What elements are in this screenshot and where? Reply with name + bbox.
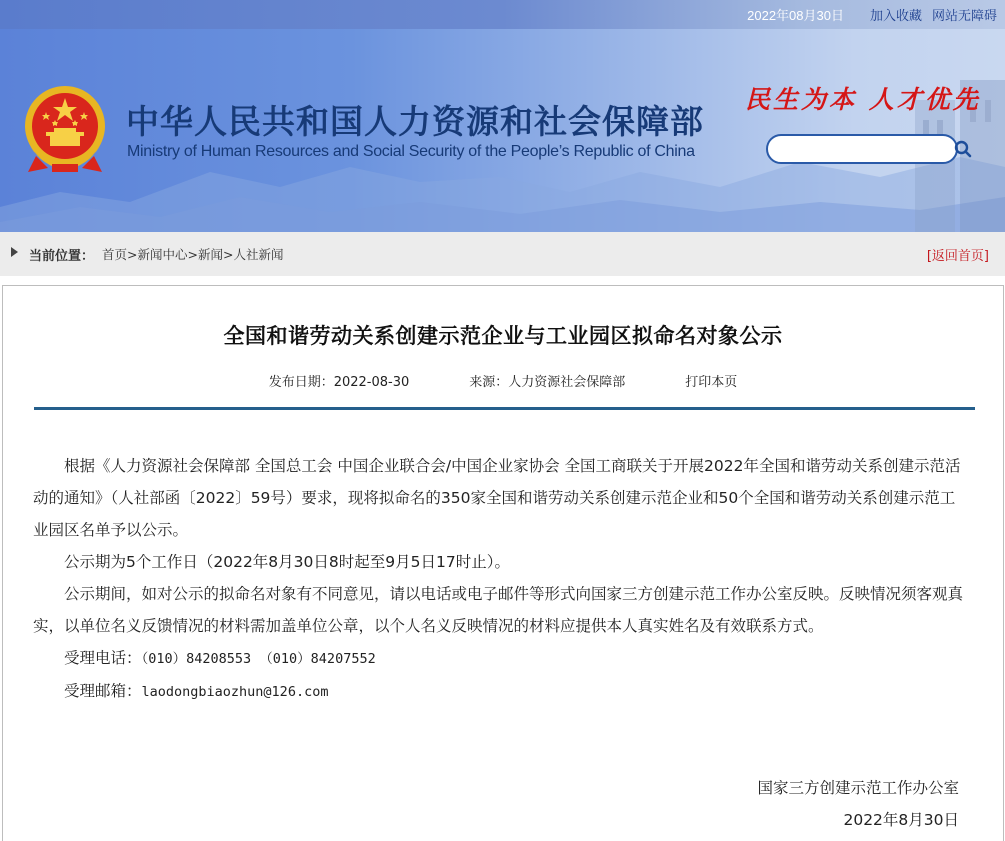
search-icon	[954, 140, 972, 158]
phone-label: 受理电话：	[64, 649, 142, 667]
national-emblem-icon	[22, 84, 108, 176]
breadcrumb	[0, 232, 1005, 276]
breadcrumb-item-news[interactable]: 新闻	[198, 247, 224, 262]
paragraph: 公示期为5个工作日（2022年8月30日8时起至9月5日17时止）。	[64, 553, 510, 571]
accessibility-link[interactable]: 网站无障碍	[931, 8, 997, 23]
email-value: laodongbiaozhun@126.com	[141, 684, 329, 700]
article-source: 来源：人力资源社会保障部	[469, 375, 626, 390]
email-label: 受理邮箱：	[64, 682, 142, 700]
top-utility-bar	[0, 0, 1005, 29]
current-date: 2022年08月30日	[747, 8, 844, 23]
ministry-title-chinese: 中华人民共和国人力资源和社会保障部	[126, 102, 704, 141]
triangle-right-icon	[11, 247, 18, 257]
publish-date: 发布日期：2022-08-30	[268, 375, 410, 390]
breadcrumb-item-news-center[interactable]: 新闻中心	[137, 247, 188, 262]
breadcrumb-path	[102, 245, 284, 263]
article-title: 全国和谐劳动关系创建示范企业与工业园区拟命名对象公示	[223, 324, 783, 348]
return-home-link[interactable]: [返回首页]	[926, 248, 989, 264]
breadcrumb-separator: >	[187, 247, 199, 262]
search-box	[766, 134, 958, 164]
site-header-banner	[0, 0, 1005, 232]
slogan: 民生为本 人才优先	[745, 85, 981, 114]
mountain-background	[0, 152, 1005, 232]
contact-email	[33, 675, 968, 708]
search-input[interactable]	[778, 137, 954, 161]
search-button[interactable]	[954, 136, 972, 162]
article-body	[33, 450, 968, 708]
phone-value: （010）84208553 （010）84207552	[141, 651, 376, 667]
print-page-link[interactable]: 打印本页	[685, 375, 738, 390]
ministry-title-english: Ministry of Human Resources and Social Security of the People’s Republic of China	[127, 143, 695, 160]
article-meta	[3, 371, 1003, 390]
breadcrumb-separator: >	[223, 247, 234, 262]
signature-office: 国家三方创建示范工作办公室	[757, 779, 959, 797]
add-to-favorites-link[interactable]: 加入收藏	[869, 8, 922, 23]
contact-phone	[33, 642, 968, 675]
breadcrumb-label: 当前位置：	[29, 248, 95, 264]
breadcrumb-separator: >	[127, 247, 138, 262]
paragraph: 公示期间，如对公示的拟命名对象有不同意见，请以电话或电子邮件等形式向国家三方创建示范工作办公室反映。反映情况须客观真实，以单位名义反馈情况的材料需加盖单位公章，以个人名义反映情况的材料应提供本人真实姓名及有效联系方式。	[33, 585, 964, 635]
article-signature	[757, 772, 959, 836]
breadcrumb-item-hrss-news[interactable]: 人社新闻	[233, 247, 284, 262]
breadcrumb-item-home[interactable]: 首页	[102, 247, 128, 262]
title-divider	[34, 407, 975, 410]
article-container	[2, 285, 1004, 841]
signature-date: 2022年8月30日	[843, 811, 959, 829]
paragraph: 根据《人力资源社会保障部 全国总工会 中国企业联合会/中国企业家协会 全国工商联关于开展2022年全国和谐劳动关系创建示范活动的通知》（人社部函〔2022〕59号）要求，现将拟命名的350家全国和谐劳动关系创建示范企业和50个全国和谐劳动关系创建示范工业园区名单予以公示。	[33, 457, 961, 539]
